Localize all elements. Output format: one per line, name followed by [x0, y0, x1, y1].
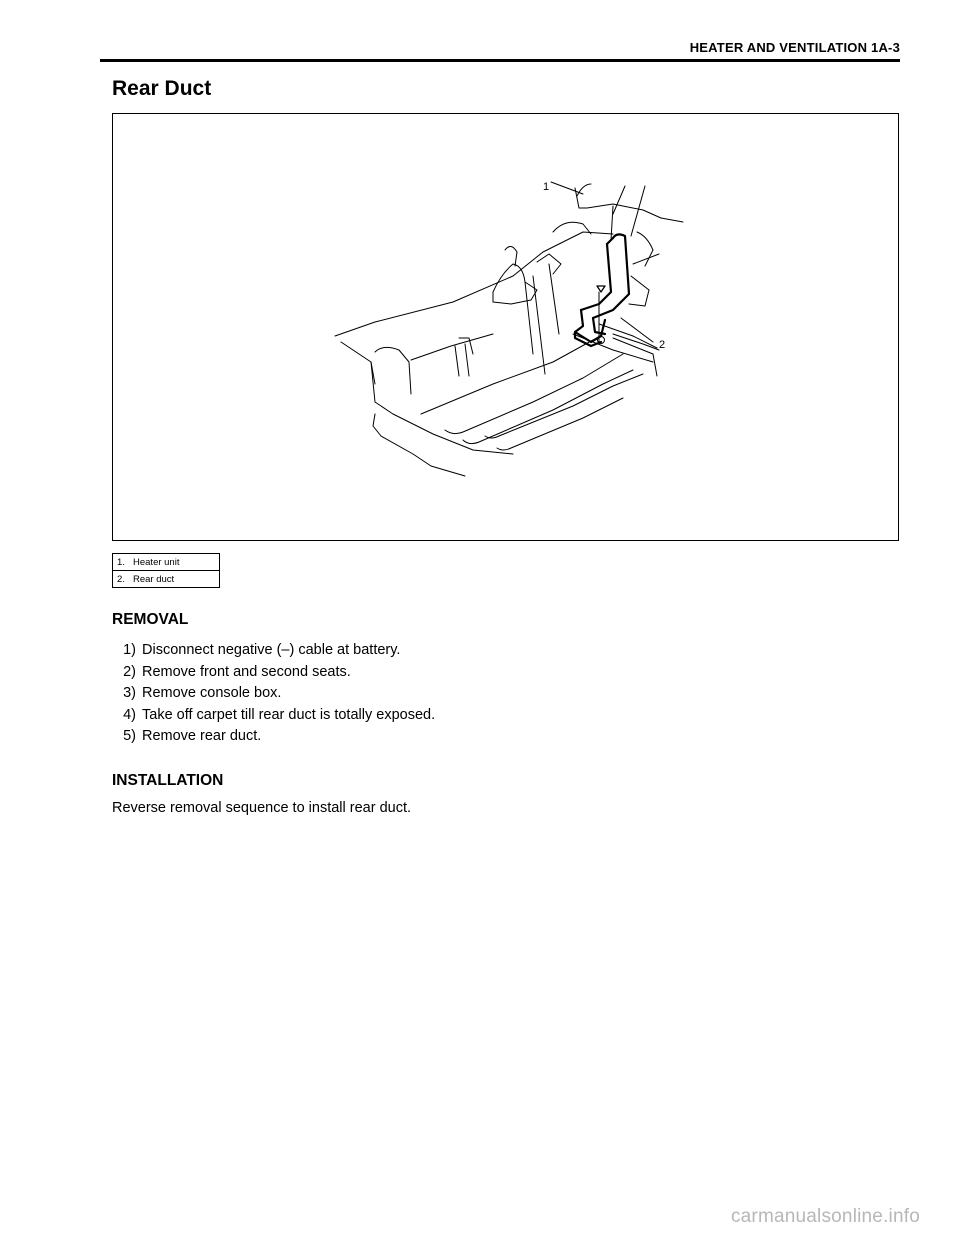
- legend-number: 2.: [117, 573, 125, 585]
- list-item: [112, 662, 435, 684]
- legend-table: [112, 553, 220, 588]
- step-number: 3): [123, 685, 136, 701]
- installation-text: Reverse removal sequence to install rear duct.: [112, 800, 412, 816]
- page-header-title: HEATER AND VENTILATION 1A-3: [689, 40, 900, 55]
- step-text: Remove rear duct.: [142, 728, 262, 744]
- legend-number: 1.: [117, 556, 125, 568]
- section-title: Rear Duct: [112, 77, 212, 100]
- step-number: 2): [123, 663, 136, 680]
- callout-1: 1: [543, 181, 550, 193]
- list-item: [112, 726, 435, 748]
- step-text: Disconnect negative (–) cable at battery.: [142, 642, 401, 658]
- removal-steps: [112, 640, 435, 748]
- illustration-drawing: [113, 114, 900, 542]
- step-text: Remove console box.: [142, 685, 282, 701]
- list-item: [112, 640, 435, 662]
- legend-label: Rear duct: [133, 573, 175, 585]
- rear-duct-illustration: [112, 113, 899, 541]
- header-rule: [100, 59, 900, 62]
- installation-heading: INSTALLATION: [112, 772, 224, 789]
- step-number: 1): [123, 642, 136, 658]
- step-text: Remove front and second seats.: [142, 663, 351, 680]
- removal-heading: REMOVAL: [112, 611, 189, 628]
- list-item: [112, 705, 435, 727]
- list-item: [112, 683, 435, 705]
- legend-row: [113, 571, 220, 588]
- step-number: 5): [123, 728, 136, 744]
- legend-label: Heater unit: [133, 556, 180, 568]
- callout-2: 2: [659, 339, 666, 351]
- step-number: 4): [123, 706, 136, 723]
- step-text: Take off carpet till rear duct is totally exposed.: [142, 706, 436, 723]
- footer-watermark: carmanualsonline.info: [730, 1206, 920, 1227]
- legend-row: [113, 554, 220, 571]
